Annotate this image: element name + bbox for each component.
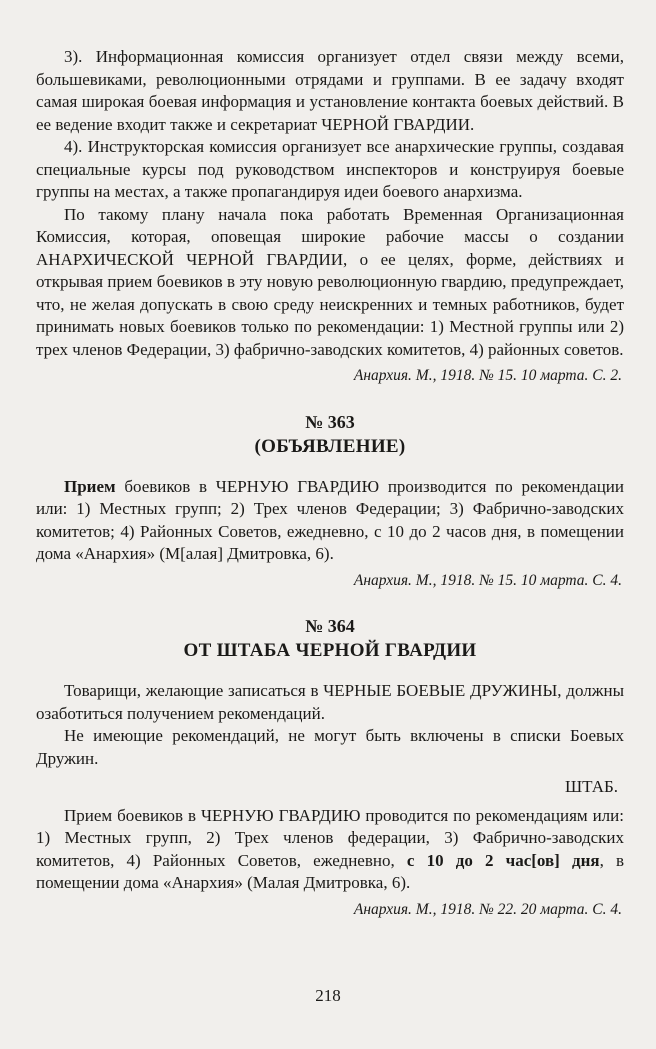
admission-text-end: , в помещении дома «Анархия» (Малая Дмитровка, 6).	[36, 850, 625, 892]
document-title: (ОБЪЯВЛЕНИЕ)	[254, 435, 406, 457]
bold-lead-word: Прием	[64, 476, 116, 496]
source-citation: Анархия. М., 1918. № 15. 10 марта. С. 4.	[353, 571, 622, 589]
paragraph-no-recommendation: Не имеющие рекомендаций, не могут быть включены в списки Боевых Дружин.	[36, 726, 624, 768]
paragraph-info-commission: 3). Информационная комиссия организует отдел связи между всеми, большевиками, революционными отрядами и группами. В ее задачу входят самая широкая боевая информация и установление контакта боевых действий. В ее ведение входит также и секретариат ЧЕРНОЙ ГВАРДИИ.	[36, 47, 624, 134]
source-citation: Анархия. М., 1918. № 22. 20 марта. С. 4.	[353, 900, 622, 918]
page-content	[36, 46, 624, 921]
signature: ШТАБ.	[565, 777, 618, 796]
admission-hours-bold: с 10 до 2 час[ов] дня	[406, 850, 600, 870]
announcement-text: боевиков в ЧЕРНУЮ ГВАРДИЮ производится по рекомендации или: 1) Местных групп; 2) Трех членов Федерации; 3) Фабрично-заводских комитетов; 4) Районных Советов, ежедневно, с 10 до 2 часов дня, в помещении дома «Анархия» (М[алая] Дмитровка, 6).	[36, 476, 624, 563]
source-citation: Анархия. М., 1918. № 15. 10 марта. С. 2.	[353, 367, 622, 384]
admission-text-start: Прием боевиков в ЧЕРНУЮ ГВАРДИЮ проводится по рекомендациям или: 1) Местных групп, 2) Трех членов федерации, 3) Фабрично-заводских комитетов, 4) Районных Советов, ежедневно,	[36, 805, 624, 870]
announcement-paragraph	[36, 476, 624, 566]
paragraph-admission	[36, 805, 624, 895]
page-number: 218	[315, 986, 341, 1005]
paragraph-volunteers: Товарищи, желающие записаться в ЧЕРНЫЕ БОЕВЫЕ ДРУЖИНЫ, должны озаботиться получением рекомендаций.	[36, 681, 624, 723]
paragraph-organizing-commission: По такому плану начала пока работать Временная Организационная Комиссия, которая, оповещая широкие рабочие массы о создании АНАРХИЧЕСКОЙ ЧЕРНОЙ ГВАРДИИ, о ее целях, форме, действиях и открывая прием боевиков в эту новую революционную гвардию, предупреждает, что, не желая допускать в свою среду неискренних и темных работников, будет принимать новых боевиков только по рекомендации: 1) Местной группы или 2) трех членов Федерации, 3) фабрично-заводских комитетов, 4) районных советов.	[36, 204, 624, 359]
paragraph-instructor-commission: 4). Инструкторская комиссия организует все анархические группы, создавая специальные курсы под руководством инспекторов и конструируя боевые группы на местах, а также пропагандируя идеи боевого анархизма.	[36, 137, 624, 201]
document-title: ОТ ШТАБА ЧЕРНОЙ ГВАРДИИ	[183, 640, 477, 661]
document-number: № 363	[305, 411, 355, 432]
document-number: № 364	[305, 616, 355, 636]
